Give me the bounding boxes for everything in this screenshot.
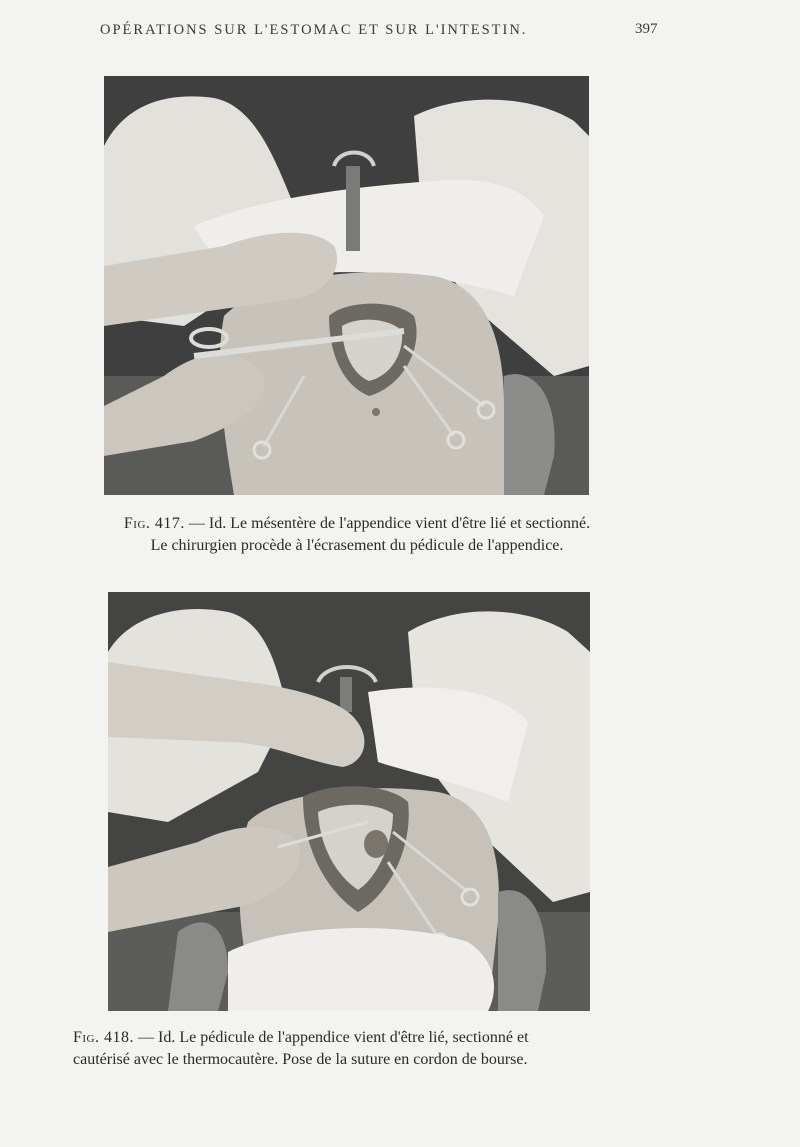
figure-418-caption-line2: cautérisé avec le thermocautère. Pose de la suture en cordon de bourse. bbox=[73, 1051, 528, 1068]
figure-418-photo bbox=[108, 592, 590, 1011]
figure-418-caption-line1 bbox=[73, 1027, 633, 1049]
figure-417-surgery-image bbox=[104, 76, 589, 495]
figure-417-caption-text1: — Id. Le mésentère de l'appendice vient d'être lié et sectionné. bbox=[188, 515, 591, 532]
figure-418-label: Fig. 418. bbox=[73, 1029, 135, 1046]
running-title: OPÉRATIONS SUR L'ESTOMAC ET SUR L'INTESTIN. bbox=[100, 22, 528, 38]
figure-417-caption-line1 bbox=[72, 513, 642, 535]
figure-418-caption-text1: — Id. Le pédicule de l'appendice vient d'être lié, sectionné et bbox=[138, 1029, 529, 1046]
figure-417-caption-line2: Le chirurgien procède à l'écrasement du pédicule de l'appendice. bbox=[150, 537, 564, 554]
figure-417-caption bbox=[72, 513, 642, 557]
page-number: 397 bbox=[635, 21, 658, 37]
figure-417-photo bbox=[104, 76, 589, 495]
figure-418-surgery-image bbox=[108, 592, 590, 1011]
figure-418-caption bbox=[73, 1027, 633, 1071]
figure-417-label: Fig. 417. bbox=[123, 515, 185, 532]
